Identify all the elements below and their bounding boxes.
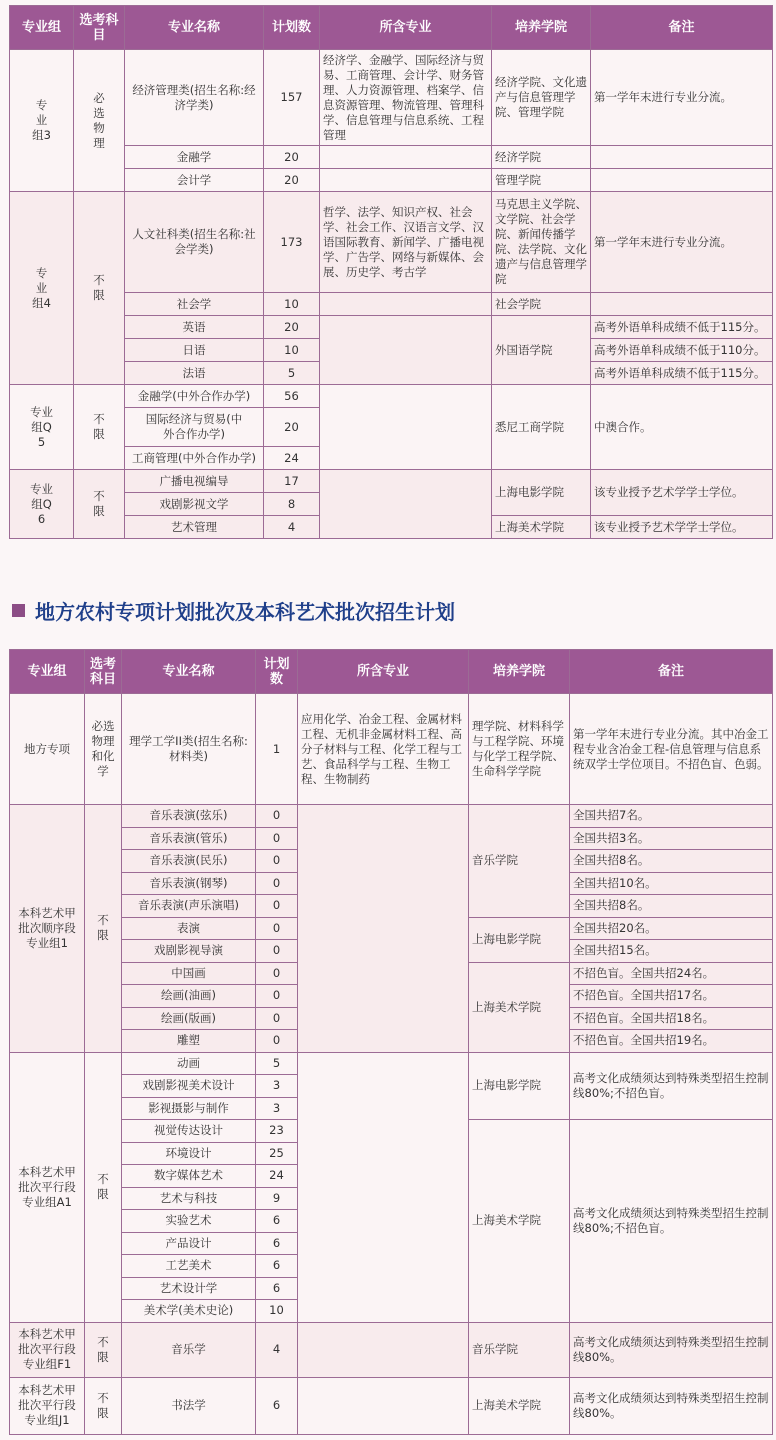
group-cell: 地方专项: [10, 694, 85, 805]
major-name: 理学工学II类(招生名称:材料类): [122, 694, 256, 805]
major-name: 音乐表演(声乐演唱): [122, 895, 256, 918]
college: 外国语学院: [492, 316, 591, 385]
plan-count: 56: [264, 385, 320, 408]
major-name: 国际经济与贸易(中外合作办学): [125, 408, 264, 447]
major-name: 音乐表演(管乐): [122, 827, 256, 850]
note: 不招色盲。全国共招18名。: [570, 1007, 773, 1030]
group-cell: 专业组Q5: [10, 385, 74, 470]
plan-count: 25: [256, 1142, 298, 1165]
subject-cell: 不限: [74, 385, 125, 470]
note: 全国共招8名。: [570, 895, 773, 918]
subject-cell: 不限: [74, 470, 125, 539]
major-name: 金融学: [125, 146, 264, 169]
subject-cell: 不限: [85, 1052, 122, 1322]
major-name: 书法学: [122, 1377, 256, 1434]
group-cell: 本科艺术甲批次平行段专业组J1: [10, 1377, 85, 1434]
note: 全国共招20名。: [570, 917, 773, 940]
note: 中澳合作。: [591, 385, 773, 470]
note: 高考外语单科成绩不低于115分。: [591, 316, 773, 339]
major-name: 雕塑: [122, 1030, 256, 1053]
plan-count: 20: [264, 316, 320, 339]
note: 全国共招7名。: [570, 805, 773, 828]
note: 第一学年末进行专业分流。: [591, 50, 773, 146]
major-name: 艺术管理: [125, 516, 264, 539]
college: 上海电影学院: [492, 470, 591, 516]
college: 悉尼工商学院: [492, 385, 591, 470]
major-name: 中国画: [122, 962, 256, 985]
plan-count: 6: [256, 1232, 298, 1255]
major-name: 实验艺术: [122, 1210, 256, 1233]
note: 不招色盲。全国共招24名。: [570, 962, 773, 985]
note: 高考文化成绩须达到特殊类型招生控制线80%;不招色盲。: [570, 1052, 773, 1120]
group-cell: 专业组3: [10, 50, 74, 192]
college: 管理学院: [492, 169, 591, 192]
note: 全国共招10名。: [570, 872, 773, 895]
header-included-majors: 所含专业: [298, 650, 469, 694]
note-empty: [591, 293, 773, 316]
subject-cell: 不限: [85, 1377, 122, 1434]
note: 该专业授予艺术学学士学位。: [591, 516, 773, 539]
note: 高考文化成绩须达到特殊类型招生控制线80%。: [570, 1322, 773, 1377]
note-empty: [591, 146, 773, 169]
college: 上海电影学院: [469, 917, 570, 962]
plan-count: 4: [256, 1322, 298, 1377]
major-name: 数字媒体艺术: [122, 1165, 256, 1188]
major-name: 会计学: [125, 169, 264, 192]
college: 经济学院、文化遗产与信息管理学院、管理学院: [492, 50, 591, 146]
plan-count: 6: [256, 1255, 298, 1278]
major-name: 戏剧影视文学: [125, 493, 264, 516]
major-name: 视觉传达设计: [122, 1120, 256, 1143]
major-name: 音乐学: [122, 1322, 256, 1377]
header-college: 培养学院: [469, 650, 570, 694]
group-cell: 专业组Q6: [10, 470, 74, 539]
included-majors-empty: [320, 293, 492, 316]
note: 不招色盲。全国共招19名。: [570, 1030, 773, 1053]
included-majors-empty: [298, 1052, 469, 1322]
plan-count: 20: [264, 146, 320, 169]
header-group: 专业组: [10, 6, 74, 50]
subject-cell: 必选物理和化学: [85, 694, 122, 805]
header-college: 培养学院: [492, 6, 591, 50]
major-name: 工艺美术: [122, 1255, 256, 1278]
plan-count: 0: [256, 940, 298, 963]
note: 第一学年末进行专业分流。: [591, 192, 773, 293]
included-majors-empty: [298, 1377, 469, 1434]
included-majors: 哲学、法学、知识产权、社会学、社会工作、汉语言文学、汉语国际教育、新闻学、广播电视学、广告学、网络与新媒体、会展、历史学、考古学: [320, 192, 492, 293]
subject-cell: 不限: [85, 805, 122, 1053]
major-name: 产品设计: [122, 1232, 256, 1255]
major-name: 音乐表演(弦乐): [122, 805, 256, 828]
major-name: 音乐表演(民乐): [122, 850, 256, 873]
included-majors-empty: [298, 805, 469, 1053]
included-majors-empty: [320, 169, 492, 192]
plan-count: 0: [256, 805, 298, 828]
college: 上海美术学院: [469, 1377, 570, 1434]
included-majors-empty: [320, 385, 492, 470]
group-cell: 本科艺术甲批次平行段专业组F1: [10, 1322, 85, 1377]
plan-count: 10: [256, 1300, 298, 1323]
major-name: 金融学(中外合作办学): [125, 385, 264, 408]
note: 全国共招8名。: [570, 850, 773, 873]
college: 上海美术学院: [492, 516, 591, 539]
section-title-text: 地方农村专项计划批次及本科艺术批次招生计划: [35, 599, 455, 624]
plan-count: 0: [256, 985, 298, 1008]
section-bullet-icon: [12, 604, 25, 617]
major-name: 绘画(版画): [122, 1007, 256, 1030]
major-name: 动画: [122, 1052, 256, 1075]
included-majors-empty: [320, 316, 492, 385]
plan-count: 10: [264, 339, 320, 362]
plan-count: 0: [256, 872, 298, 895]
note: 全国共招15名。: [570, 940, 773, 963]
note-empty: [591, 169, 773, 192]
plan-count: 3: [256, 1097, 298, 1120]
enrollment-table-1: [9, 5, 773, 539]
major-name: 经济管理类(招生名称:经济学类): [125, 50, 264, 146]
group-cell: 专业组4: [10, 192, 74, 385]
plan-count: 173: [264, 192, 320, 293]
major-name: 英语: [125, 316, 264, 339]
header-subject: 选考科目: [85, 650, 122, 694]
plan-count: 24: [256, 1165, 298, 1188]
plan-count: 5: [264, 362, 320, 385]
header-group: 专业组: [10, 650, 85, 694]
major-name: 工商管理(中外合作办学): [125, 447, 264, 470]
included-majors-empty: [320, 470, 492, 539]
note: 高考文化成绩须达到特殊类型招生控制线80%。: [570, 1377, 773, 1434]
plan-count: 17: [264, 470, 320, 493]
college: 音乐学院: [469, 1322, 570, 1377]
plan-count: 6: [256, 1377, 298, 1434]
section-title: [12, 593, 455, 627]
major-name: 日语: [125, 339, 264, 362]
header-note: 备注: [570, 650, 773, 694]
plan-count: 24: [264, 447, 320, 470]
header-major-name: 专业名称: [122, 650, 256, 694]
plan-count: 0: [256, 1030, 298, 1053]
header-major-name: 专业名称: [125, 6, 264, 50]
college: 音乐学院: [469, 805, 570, 918]
plan-count: 0: [256, 895, 298, 918]
plan-count: 23: [256, 1120, 298, 1143]
group-cell: 本科艺术甲批次平行段专业组A1: [10, 1052, 85, 1322]
plan-count: 3: [256, 1075, 298, 1098]
plan-count: 6: [256, 1277, 298, 1300]
plan-count: 4: [264, 516, 320, 539]
plan-count: 20: [264, 169, 320, 192]
subject-cell: 不限: [85, 1322, 122, 1377]
subject-cell: 不限: [74, 192, 125, 385]
included-majors: 经济学、金融学、国际经济与贸易、工商管理、会计学、财务管理、人力资源管理、档案学、信息资源管理、物流管理、管理科学、信息管理与信息系统、工程管理: [320, 50, 492, 146]
major-name: 表演: [122, 917, 256, 940]
header-count: 计划数: [264, 6, 320, 50]
included-majors-empty: [320, 146, 492, 169]
note: 高考外语单科成绩不低于110分。: [591, 339, 773, 362]
plan-count: 8: [264, 493, 320, 516]
major-name: 影视摄影与制作: [122, 1097, 256, 1120]
major-name: 广播电视编导: [125, 470, 264, 493]
major-name: 环境设计: [122, 1142, 256, 1165]
plan-count: 0: [256, 827, 298, 850]
plan-count: 0: [256, 1007, 298, 1030]
plan-count: 0: [256, 850, 298, 873]
major-name: 法语: [125, 362, 264, 385]
major-name: 绘画(油画): [122, 985, 256, 1008]
college: 上海美术学院: [469, 962, 570, 1052]
college: 上海美术学院: [469, 1120, 570, 1323]
enrollment-table-2: [9, 649, 773, 1435]
header-note: 备注: [591, 6, 773, 50]
note: 全国共招3名。: [570, 827, 773, 850]
header-count: 计划数: [256, 650, 298, 694]
major-name: 音乐表演(钢琴): [122, 872, 256, 895]
note: 高考外语单科成绩不低于115分。: [591, 362, 773, 385]
plan-count: 1: [256, 694, 298, 805]
plan-count: 6: [256, 1210, 298, 1233]
plan-count: 10: [264, 293, 320, 316]
major-name: 艺术设计学: [122, 1277, 256, 1300]
college: 理学院、材料科学与工程学院、环境与化学工程学院、生命科学学院: [469, 694, 570, 805]
note: 不招色盲。全国共招17名。: [570, 985, 773, 1008]
note: 第一学年末进行专业分流。其中冶金工程专业含冶金工程-信息管理与信息系统双学士学位项目。不招色盲、色弱。: [570, 694, 773, 805]
subject-cell: 必选物理: [74, 50, 125, 192]
college: 经济学院: [492, 146, 591, 169]
major-name: 艺术与科技: [122, 1187, 256, 1210]
plan-count: 9: [256, 1187, 298, 1210]
major-name: 人文社科类(招生名称:社会学类): [125, 192, 264, 293]
plan-count: 20: [264, 408, 320, 447]
plan-count: 0: [256, 917, 298, 940]
group-cell: 本科艺术甲批次顺序段专业组1: [10, 805, 85, 1053]
header-included-majors: 所含专业: [320, 6, 492, 50]
college: 上海电影学院: [469, 1052, 570, 1120]
major-name: 戏剧影视导演: [122, 940, 256, 963]
college: 马克思主义学院、文学院、社会学院、新闻传播学院、法学院、文化遗产与信息管理学院: [492, 192, 591, 293]
major-name: 社会学: [125, 293, 264, 316]
plan-count: 0: [256, 962, 298, 985]
included-majors: 应用化学、冶金工程、金属材料工程、无机非金属材料工程、高分子材料与工程、化学工程与工艺、食品科学与工程、生物工程、生物制药: [298, 694, 469, 805]
header-subject: 选考科目: [74, 6, 125, 50]
major-name: 戏剧影视美术设计: [122, 1075, 256, 1098]
note: 高考文化成绩须达到特殊类型招生控制线80%;不招色盲。: [570, 1120, 773, 1323]
plan-count: 5: [256, 1052, 298, 1075]
included-majors-empty: [298, 1322, 469, 1377]
major-name: 美术学(美术史论): [122, 1300, 256, 1323]
plan-count: 157: [264, 50, 320, 146]
note: 该专业授予艺术学学士学位。: [591, 470, 773, 516]
college: 社会学院: [492, 293, 591, 316]
